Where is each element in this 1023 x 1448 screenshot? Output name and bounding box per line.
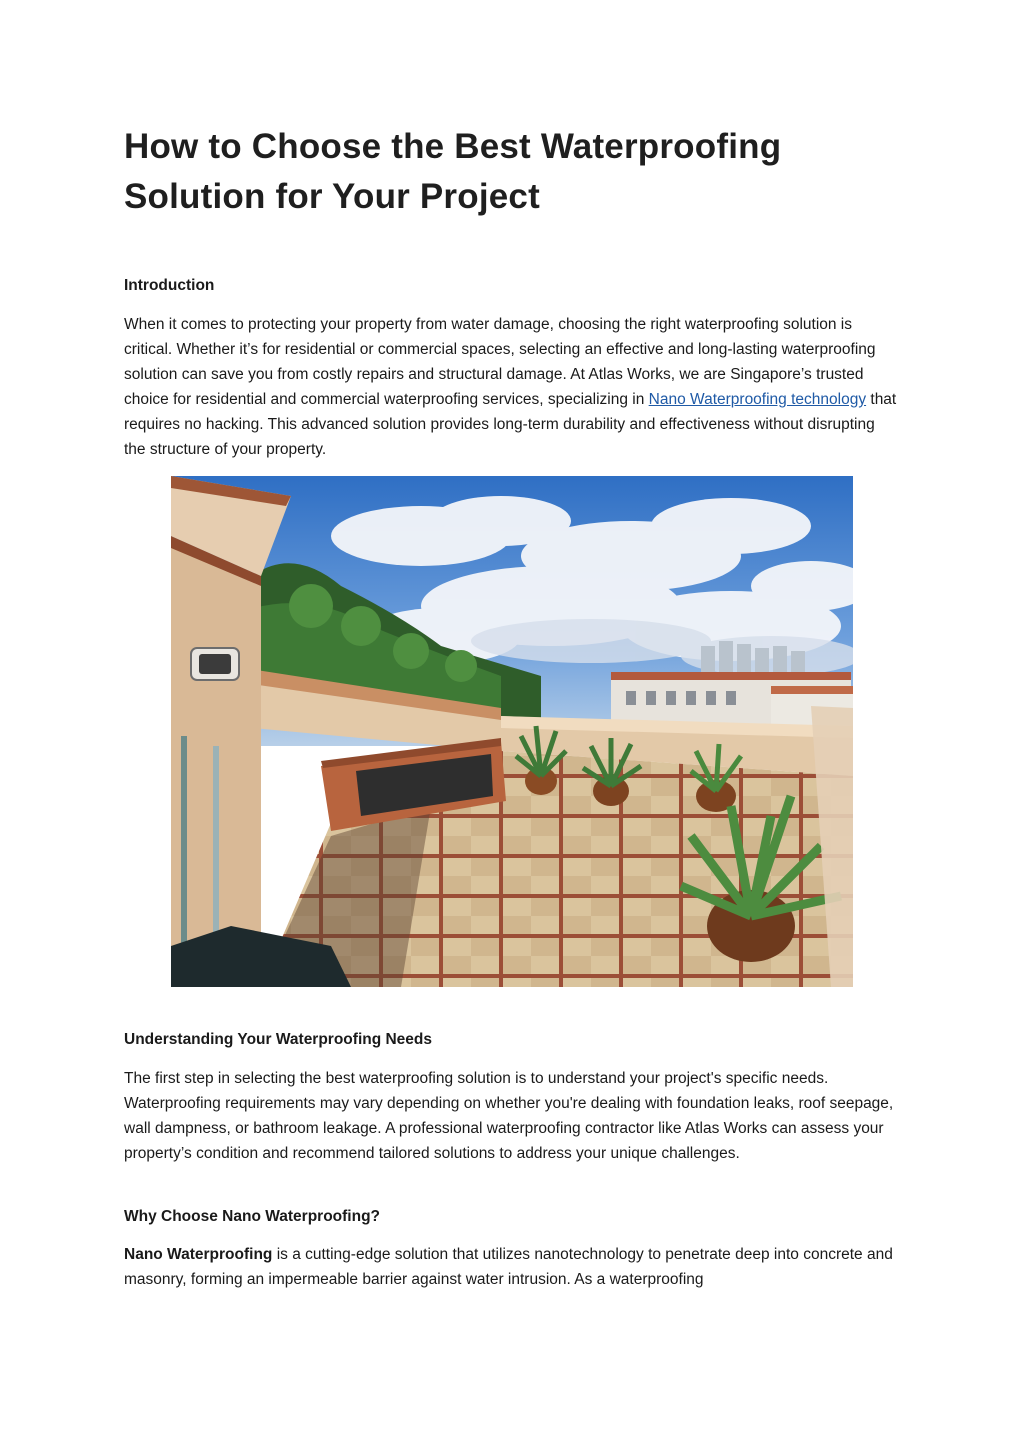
why-nano-heading: Why Choose Nano Waterproofing?: [124, 1208, 381, 1225]
introduction-text-before-link: When it comes to protecting your property from water damage, choosing the right waterproofing solution is critical. Whether it’s for residential or commercial spaces, selecting an effective and long-lasting waterproofing solution can save you from costly repairs and structural damage. At Atlas Works, we are Singapore’s trusted choice for residential and commercial waterproofing services, specializing in: [124, 316, 876, 408]
why-nano-bold-lead: Nano Waterproofing: [124, 1246, 273, 1263]
introduction-paragraph: [124, 312, 899, 462]
why-nano-text: is a cutting-edge solution that utilizes nanotechnology to penetrate deep into concrete and masonry, forming an impermeable barrier against water intrusion. As a waterproofing: [124, 1246, 893, 1288]
nano-waterproofing-link[interactable]: Nano Waterproofing technology: [648, 391, 867, 408]
introduction-text-after-link: that requires no hacking. This advanced solution provides long-term durability and effectiveness without disrupting the structure of your property.: [124, 391, 897, 458]
understanding-heading: Understanding Your Waterproofing Needs: [124, 1031, 433, 1048]
introduction-heading: Introduction: [124, 277, 215, 294]
why-nano-paragraph: [124, 1242, 899, 1292]
page-title: How to Choose the Best Waterproofing Solution for Your Project: [124, 127, 782, 216]
rooftop-terrace-photo: [171, 476, 853, 987]
understanding-paragraph: The first step in selecting the best waterproofing solution is to understand your project's specific needs. Waterproofing requirements may vary depending on whether you're dealing with foundation leaks, roof seepage, wall dampness, or bathroom leakage. A professional waterproofing contractor like Atlas Works can assess your property’s condition and recommend tailored solutions to address your unique challenges.: [124, 1070, 894, 1162]
